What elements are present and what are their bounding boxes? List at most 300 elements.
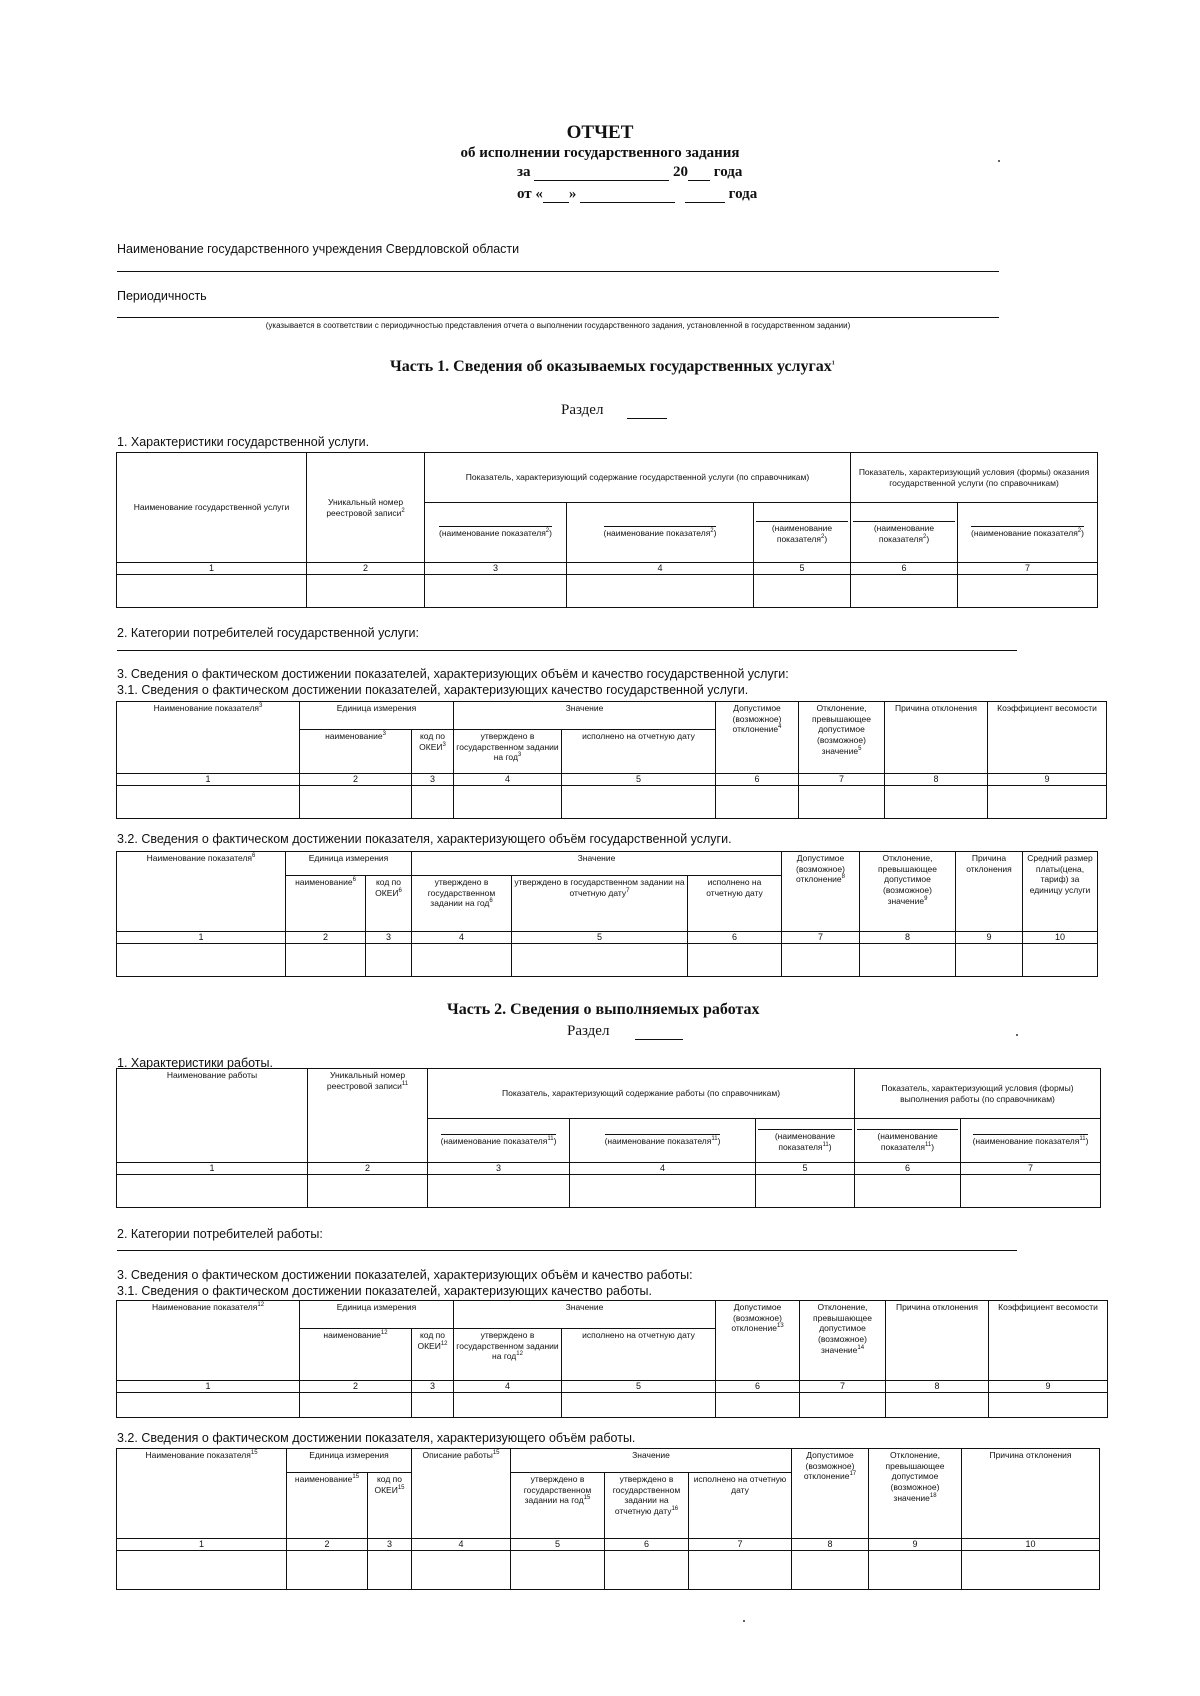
p2t31-h-value: Значение bbox=[454, 1301, 716, 1329]
p1t31-h-dev-sup: 5 bbox=[858, 745, 862, 752]
p2t31-u-name-text: наименование bbox=[323, 1330, 381, 1340]
period-line bbox=[517, 164, 742, 181]
p1t31-h-dev bbox=[799, 702, 885, 774]
p1t1-sub4-sup: 2 bbox=[922, 533, 927, 540]
num-cell: 4 bbox=[412, 1539, 511, 1551]
num-cell: 5 bbox=[511, 1539, 605, 1551]
p2t31-h-dev-sup: 14 bbox=[857, 1344, 865, 1351]
num-cell: 2 bbox=[307, 563, 425, 575]
p1t32-h-allowed-text: Допустимое (возможное) отклонение bbox=[796, 853, 845, 885]
p1t32-v-appr-date bbox=[512, 876, 688, 932]
data-cell[interactable] bbox=[117, 575, 307, 608]
p2t31-u-name bbox=[300, 1329, 412, 1381]
p1t32-h-name-text: Наименование показателя bbox=[146, 853, 253, 863]
p2t32-v-appr-date bbox=[605, 1473, 689, 1539]
p1t32-u-okei-sup: 6 bbox=[398, 887, 402, 894]
p1t32-h-dev-text: Отклонение, превышающее допустимое (возможное) значение bbox=[878, 853, 937, 906]
p1-volume-table bbox=[116, 851, 1098, 977]
num-cell: 6 bbox=[605, 1539, 689, 1551]
day-blank[interactable] bbox=[543, 202, 569, 203]
p2t32-h-name bbox=[117, 1449, 287, 1539]
p1t31-v-appr-sup: 3 bbox=[517, 752, 522, 759]
p1t31-h-unit: Единица измерения bbox=[300, 702, 454, 730]
periodicity-label: Периодичность bbox=[117, 289, 207, 303]
p2t32-v-done: исполнено на отчетную дату bbox=[689, 1473, 792, 1539]
data-cell[interactable] bbox=[300, 786, 412, 819]
p1-s31-label: 3.1. Сведения о фактическом достижении показателей, характеризующих качество государственной услуги. bbox=[117, 683, 749, 697]
num-cell: 9 bbox=[956, 932, 1023, 944]
p1t1-h-uniq-text: Уникальный номер реестровой записи bbox=[326, 496, 404, 518]
p1t31-u-name bbox=[300, 730, 412, 774]
part1-section bbox=[561, 402, 667, 419]
p2-s3-label: 3. Сведения о фактическом достижении показателей, характеризующих объём и качество работы: bbox=[117, 1268, 693, 1282]
data-cell[interactable] bbox=[688, 944, 782, 977]
p1t32-v-appr-year-text: утверждено в государственном задании на год bbox=[427, 877, 496, 909]
p1t1-sub5[interactable]: (наименование показателя$^2$) bbox=[958, 503, 1098, 563]
data-cell[interactable] bbox=[1023, 944, 1098, 977]
data-cell[interactable] bbox=[412, 1551, 511, 1590]
speck bbox=[998, 160, 1000, 162]
speck bbox=[1016, 1034, 1018, 1036]
data-cell[interactable] bbox=[287, 1551, 368, 1590]
p2t1-sub3[interactable]: (наименование показателя$^{11}$) bbox=[756, 1119, 855, 1163]
data-cell[interactable] bbox=[562, 1393, 716, 1418]
p2t1-h-cond: Показатель, характеризующий условия (формы) выполнения работы (по справочникам) bbox=[855, 1069, 1101, 1119]
num-cell: 5 bbox=[754, 563, 851, 575]
p2t31-h-reason: Причина отклонения bbox=[886, 1301, 989, 1381]
p2t31-h-dev bbox=[800, 1301, 886, 1381]
data-cell[interactable] bbox=[412, 1393, 454, 1418]
data-cell[interactable] bbox=[117, 1551, 287, 1590]
date-line bbox=[517, 186, 757, 203]
data-cell[interactable] bbox=[412, 786, 454, 819]
p2-s2-line[interactable] bbox=[117, 1250, 1017, 1251]
period-blank[interactable] bbox=[534, 180, 669, 181]
data-cell[interactable] bbox=[782, 944, 860, 977]
num-cell: 2 bbox=[300, 1381, 412, 1393]
p1t1-sub2[interactable]: (наименование показателя$^2$) bbox=[567, 503, 754, 563]
p2t1-h-uniq bbox=[308, 1069, 428, 1163]
part1-title bbox=[390, 358, 835, 376]
p1t31-h-reason: Причина отклонения bbox=[885, 702, 988, 774]
p1t32-h-unit: Единица измерения bbox=[286, 852, 412, 876]
p2t32-v-appr-year-sup: 15 bbox=[583, 1495, 591, 1502]
p2t32-u-okei-sup: 15 bbox=[397, 1484, 405, 1491]
data-cell[interactable] bbox=[869, 1551, 962, 1590]
p2t1-num-row bbox=[117, 1163, 1101, 1175]
p2t32-data-row[interactable] bbox=[117, 1551, 1100, 1590]
p1t1-h-cond: Показатель, характеризующий условия (формы) оказания государственной услуги (по справочникам) bbox=[851, 453, 1098, 503]
p1t32-h-allowed bbox=[782, 852, 860, 932]
num-cell: 2 bbox=[286, 932, 366, 944]
p1t31-h-coef: Коэффициент весомости bbox=[988, 702, 1107, 774]
p1t31-num-row bbox=[117, 774, 1107, 786]
p2t31-h-coef: Коэффициент весомости bbox=[989, 1301, 1108, 1381]
num-cell: 4 bbox=[454, 1381, 562, 1393]
p1t32-data-row[interactable] bbox=[117, 944, 1098, 977]
p1t1-h-uniq bbox=[307, 453, 425, 563]
p1t32-v-appr-date-text: утверждено в государственном задании на отчетную дату bbox=[514, 877, 685, 898]
p2t32-u-name-text: наименование bbox=[294, 1474, 353, 1484]
data-cell[interactable] bbox=[754, 575, 851, 608]
za-label: за bbox=[517, 164, 531, 180]
num-cell: 1 bbox=[117, 932, 286, 944]
num-cell: 6 bbox=[855, 1163, 961, 1175]
num-cell: 3 bbox=[428, 1163, 570, 1175]
num-cell: 3 bbox=[425, 563, 567, 575]
p1t32-u-name-text: наименование bbox=[295, 877, 353, 887]
data-cell[interactable] bbox=[300, 1393, 412, 1418]
p2t32-u-okei-text: код по ОКЕИ bbox=[374, 1474, 402, 1495]
p1t1-num-row bbox=[117, 563, 1098, 575]
p1t32-h-fee: Средний размер платы(цена, тариф) за единицу услуги bbox=[1023, 852, 1098, 932]
p1t31-u-name-text: наименование bbox=[325, 731, 383, 741]
p1t31-data-row[interactable] bbox=[117, 786, 1107, 819]
p1t1-h-content: Показатель, характеризующий содержание государственной услуги (по справочникам) bbox=[425, 453, 851, 503]
p1t32-h-name bbox=[117, 852, 286, 932]
num-cell: 9 bbox=[989, 1381, 1108, 1393]
institution-label: Наименование государственного учреждения Свердловской области bbox=[117, 242, 520, 256]
p1t31-u-okei bbox=[412, 730, 454, 774]
part1-title-sup: 1 bbox=[831, 360, 835, 367]
p2t1-sub2-text: (наименование показателя bbox=[604, 1136, 712, 1147]
num-cell: 3 bbox=[412, 774, 454, 786]
p2t1-h-name: Наименование работы bbox=[117, 1069, 308, 1163]
year-prefix: 20 bbox=[673, 164, 689, 180]
num-cell: 4 bbox=[567, 563, 754, 575]
p1t31-u-name-sup: 3 bbox=[382, 731, 386, 738]
data-cell[interactable] bbox=[117, 1393, 300, 1418]
num-cell: 2 bbox=[308, 1163, 428, 1175]
data-cell[interactable] bbox=[562, 786, 716, 819]
p1-s3-label: 3. Сведения о фактическом достижении показателей, характеризующих объём и качество государственной услуги: bbox=[117, 667, 789, 681]
data-cell[interactable] bbox=[412, 944, 512, 977]
p1t1-sub3[interactable]: (наименование показателя$^2$) bbox=[754, 503, 851, 563]
p1t31-h-name-text: Наименование показателя bbox=[153, 703, 260, 713]
year-blank[interactable] bbox=[688, 180, 710, 181]
data-cell[interactable] bbox=[286, 944, 366, 977]
p1t31-u-okei-sup: 3 bbox=[442, 741, 446, 748]
data-cell[interactable] bbox=[886, 1393, 989, 1418]
part2-section-blank[interactable] bbox=[635, 1039, 683, 1040]
data-cell[interactable] bbox=[425, 575, 567, 608]
data-cell[interactable] bbox=[308, 1175, 428, 1208]
num-cell: 4 bbox=[454, 774, 562, 786]
part1-section-label: Раздел bbox=[561, 402, 604, 418]
p2t31-u-okei-text: код по ОКЕИ bbox=[417, 1330, 445, 1351]
p2t32-h-dev-sup: 18 bbox=[929, 1492, 937, 1499]
p1t1-sub3-text: (наименование показателя bbox=[771, 522, 833, 544]
p1t32-h-value: Значение bbox=[412, 852, 782, 876]
p2t1-sub2[interactable]: (наименование показателя$^{11}$) bbox=[570, 1119, 756, 1163]
num-cell: 6 bbox=[716, 774, 799, 786]
p1t1-sub2-sup: 2 bbox=[710, 528, 714, 535]
data-cell[interactable] bbox=[988, 786, 1107, 819]
data-cell[interactable] bbox=[511, 1551, 605, 1590]
num-cell: 6 bbox=[851, 563, 958, 575]
p2t32-v-appr-date-text: утверждено в государственном задании на отчетную дату bbox=[612, 1474, 681, 1516]
p1t32-h-dev-sup: 9 bbox=[924, 895, 928, 902]
p1-services-table bbox=[116, 452, 1098, 608]
p1t32-h-dev bbox=[860, 852, 956, 932]
p1t31-h-dev-text: Отклонение, превышающее допустимое (возможное) значение bbox=[812, 703, 871, 756]
num-cell: 1 bbox=[117, 1381, 300, 1393]
p2t32-h-dev-text: Отклонение, превышающее допустимое (возможное) значение bbox=[885, 1450, 945, 1503]
doc-title: ОТЧЕТ bbox=[566, 122, 634, 143]
p2t31-v-done: исполнено на отчетную дату bbox=[562, 1329, 716, 1381]
p2t31-u-name-sup: 12 bbox=[380, 1330, 388, 1337]
p1t1-sub3-sup: 2 bbox=[820, 533, 825, 540]
p1-s2-label: 2. Категории потребителей государственной услуги: bbox=[117, 626, 419, 640]
num-cell: 9 bbox=[988, 774, 1107, 786]
num-cell: 3 bbox=[366, 932, 412, 944]
speck bbox=[743, 1620, 745, 1622]
p2t32-h-name-sup: 15 bbox=[250, 1450, 258, 1457]
num-cell: 7 bbox=[958, 563, 1098, 575]
num-cell: 8 bbox=[886, 1381, 989, 1393]
goda2-label: года bbox=[728, 186, 758, 202]
p2t1-sub4[interactable]: (наименование показателя$^{11}$) bbox=[855, 1119, 961, 1163]
p2-quality-table bbox=[116, 1300, 1108, 1418]
p2-s31-label: 3.1. Сведения о фактическом достижении показателей, характеризующих качество работы. bbox=[117, 1284, 653, 1298]
data-cell[interactable] bbox=[855, 1175, 961, 1208]
p1t1-sub4-text: (наименование показателя bbox=[873, 522, 935, 544]
p1t1-sub4[interactable]: (наименование показателя$^2$) bbox=[851, 503, 958, 563]
p2t31-h-allowed-sup: 13 bbox=[776, 1323, 784, 1330]
data-cell[interactable] bbox=[366, 944, 412, 977]
data-cell[interactable] bbox=[117, 786, 300, 819]
data-cell[interactable] bbox=[368, 1551, 412, 1590]
p2t1-sub4-text: (наименование показателя bbox=[877, 1130, 938, 1152]
p1t1-sub2-text: (наименование показателя bbox=[603, 528, 711, 539]
data-cell[interactable] bbox=[800, 1393, 886, 1418]
num-cell: 4 bbox=[570, 1163, 756, 1175]
num-cell: 1 bbox=[117, 774, 300, 786]
num-cell: 7 bbox=[799, 774, 885, 786]
p2t1-sub3-text: (наименование показателя bbox=[774, 1130, 836, 1152]
p1t1-h-uniq-sup: 2 bbox=[401, 507, 405, 514]
p1t31-h-name-sup: 3 bbox=[259, 703, 263, 710]
p1t31-v-appr bbox=[454, 730, 562, 774]
goda-label: года bbox=[713, 164, 743, 180]
p2t32-u-name-sup: 15 bbox=[352, 1474, 360, 1481]
p1-s2-line[interactable] bbox=[117, 650, 1017, 651]
data-cell[interactable] bbox=[307, 575, 425, 608]
p2t31-v-appr bbox=[454, 1329, 562, 1381]
data-cell[interactable] bbox=[512, 944, 688, 977]
p2t1-sub1-sup: 11 bbox=[547, 1136, 554, 1143]
num-cell: 5 bbox=[562, 774, 716, 786]
ot-label: от « bbox=[517, 186, 543, 202]
data-cell[interactable] bbox=[117, 944, 286, 977]
p2t1-sub5[interactable]: (наименование показателя$^{11}$) bbox=[961, 1119, 1101, 1163]
p2t32-v-appr-date-sup: 16 bbox=[671, 1506, 679, 1513]
num-cell: 3 bbox=[368, 1539, 412, 1551]
part2-title: Часть 2. Сведения о выполняемых работах bbox=[447, 1001, 760, 1018]
p1t31-h-allowed bbox=[716, 702, 799, 774]
p2t32-h-allowed-text: Допустимое (возможное) отклонение bbox=[803, 1450, 855, 1482]
data-cell[interactable] bbox=[689, 1551, 792, 1590]
p2-works-table bbox=[116, 1068, 1101, 1208]
num-cell: 4 bbox=[412, 932, 512, 944]
data-cell[interactable] bbox=[117, 1175, 308, 1208]
p2t1-data-row[interactable] bbox=[117, 1175, 1101, 1208]
p1t32-h-name-sup: 6 bbox=[252, 853, 256, 860]
p1-quality-table bbox=[116, 701, 1107, 819]
data-cell[interactable] bbox=[792, 1551, 869, 1590]
month-blank[interactable] bbox=[580, 202, 675, 203]
p1t1-h-name: Наименование государственной услуги bbox=[117, 453, 307, 563]
p2t1-sub3-sup: 11 bbox=[822, 1141, 829, 1148]
p1t32-u-name-sup: 6 bbox=[352, 877, 356, 884]
data-cell[interactable] bbox=[454, 786, 562, 819]
p2t1-sub1-text: (наименование показателя bbox=[440, 1136, 548, 1147]
p2-s1-label: 1. Характеристики работы. bbox=[117, 1056, 273, 1070]
data-cell[interactable] bbox=[756, 1175, 855, 1208]
periodicity-line[interactable] bbox=[117, 317, 999, 318]
num-cell: 5 bbox=[562, 1381, 716, 1393]
part2-section-label: Раздел bbox=[567, 1023, 610, 1039]
p1t1-data-row[interactable] bbox=[117, 575, 1098, 608]
data-cell[interactable] bbox=[454, 1393, 562, 1418]
year2-blank[interactable] bbox=[685, 202, 725, 203]
p2t32-h-unit: Единица измерения bbox=[287, 1449, 412, 1473]
data-cell[interactable] bbox=[961, 1175, 1101, 1208]
num-cell: 5 bbox=[512, 932, 688, 944]
p1t32-u-name bbox=[286, 876, 366, 932]
num-cell: 2 bbox=[287, 1539, 368, 1551]
p1t31-u-okei-text: код по ОКЕИ bbox=[419, 731, 445, 752]
p2t32-h-desc bbox=[412, 1449, 511, 1539]
p1-s1-label: 1. Характеристики государственной услуги. bbox=[117, 435, 370, 449]
p2t32-h-reason: Причина отклонения bbox=[962, 1449, 1100, 1539]
num-cell: 2 bbox=[300, 774, 412, 786]
num-cell: 8 bbox=[860, 932, 956, 944]
p2t32-h-dev bbox=[869, 1449, 962, 1539]
p2t32-h-name-text: Наименование показателя bbox=[145, 1450, 251, 1460]
doc-subtitle: об исполнении государственного задания bbox=[460, 145, 740, 161]
data-cell[interactable] bbox=[716, 786, 799, 819]
p1t32-v-appr-year-sup: 6 bbox=[489, 898, 493, 905]
p2-s2-label: 2. Категории потребителей работы: bbox=[117, 1227, 323, 1241]
part2-section bbox=[567, 1023, 683, 1040]
num-cell: 7 bbox=[961, 1163, 1101, 1175]
p2t31-h-dev-text: Отклонение, превышающее допустимое (возможное) значение bbox=[813, 1302, 872, 1355]
p2t32-h-allowed bbox=[792, 1449, 869, 1539]
p1t31-h-allowed-sup: 4 bbox=[778, 724, 782, 731]
p2t32-v-appr-year-text: утверждено в государственном задании на год bbox=[523, 1474, 592, 1506]
ot-close: » bbox=[568, 186, 577, 202]
data-cell[interactable] bbox=[716, 1393, 800, 1418]
p1t32-num-row bbox=[117, 932, 1098, 944]
data-cell[interactable] bbox=[885, 786, 988, 819]
p1t31-v-done: исполнено на отчетную дату bbox=[562, 730, 716, 774]
p2t31-num-row bbox=[117, 1381, 1108, 1393]
p2t1-sub5-text: (наименование показателя bbox=[972, 1136, 1080, 1147]
p2t32-num-row bbox=[117, 1539, 1100, 1551]
p1t32-u-okei bbox=[366, 876, 412, 932]
num-cell: 8 bbox=[792, 1539, 869, 1551]
p2t32-h-desc-text: Описание работы bbox=[422, 1450, 493, 1460]
data-cell[interactable] bbox=[605, 1551, 689, 1590]
p1t32-v-appr-date-sup: 7 bbox=[626, 887, 630, 894]
p2t1-h-uniq-sup: 11 bbox=[401, 1080, 409, 1087]
data-cell[interactable] bbox=[567, 575, 754, 608]
num-cell: 6 bbox=[688, 932, 782, 944]
num-cell: 10 bbox=[962, 1539, 1100, 1551]
part1-title-text: Часть 1. Сведения об оказываемых государственных услугах bbox=[390, 358, 832, 375]
p2t31-u-okei bbox=[412, 1329, 454, 1381]
p2t1-sub4-sup: 11 bbox=[925, 1141, 932, 1148]
data-cell[interactable] bbox=[958, 575, 1098, 608]
num-cell: 7 bbox=[782, 932, 860, 944]
p2t31-data-row[interactable] bbox=[117, 1393, 1108, 1418]
p1-s32-label: 3.2. Сведения о фактическом достижении показателя, характеризующего объём государственной услуги. bbox=[117, 832, 732, 846]
num-cell: 6 bbox=[716, 1381, 800, 1393]
p1t1-sub1[interactable]: (наименование показателя$^2$) bbox=[425, 503, 567, 563]
p1t32-h-reason: Причина отклонения bbox=[956, 852, 1023, 932]
num-cell: 1 bbox=[117, 563, 307, 575]
p2t31-h-name bbox=[117, 1301, 300, 1381]
p2t32-h-allowed-sup: 17 bbox=[849, 1471, 857, 1478]
p2t1-h-content: Показатель, характеризующий содержание работы (по справочникам) bbox=[428, 1069, 855, 1119]
institution-line[interactable] bbox=[117, 271, 999, 272]
p2t31-h-name-sup: 12 bbox=[257, 1302, 265, 1309]
p2-volume-table bbox=[116, 1448, 1100, 1590]
data-cell[interactable] bbox=[962, 1551, 1100, 1590]
data-cell[interactable] bbox=[851, 575, 958, 608]
p2t31-h-allowed-text: Допустимое (возможное) отклонение bbox=[731, 1302, 782, 1334]
num-cell: 1 bbox=[117, 1163, 308, 1175]
p1t31-v-appr-text: утверждено в государственном задании на год bbox=[456, 731, 559, 763]
p1t1-sub5-sup: 2 bbox=[1077, 528, 1082, 535]
p2t32-u-name bbox=[287, 1473, 368, 1539]
p2t32-h-desc-sup: 15 bbox=[492, 1450, 500, 1457]
p2t1-sub2-sup: 11 bbox=[711, 1136, 718, 1143]
p2t31-u-okei-sup: 12 bbox=[440, 1340, 448, 1347]
p2t1-sub1[interactable]: (наименование показателя$^{11}$) bbox=[428, 1119, 570, 1163]
data-cell[interactable] bbox=[860, 944, 956, 977]
num-cell: 5 bbox=[756, 1163, 855, 1175]
num-cell: 8 bbox=[885, 774, 988, 786]
num-cell: 7 bbox=[800, 1381, 886, 1393]
data-cell[interactable] bbox=[989, 1393, 1108, 1418]
p1t1-sub1-text: (наименование показателя bbox=[439, 528, 546, 539]
p2t1-sub5-sup: 11 bbox=[1079, 1136, 1086, 1143]
data-cell[interactable] bbox=[956, 944, 1023, 977]
periodicity-note: (указывается в соответствии с периодичностью представления отчета о выполнении государственного задания, установленной в государственном задании) bbox=[265, 321, 851, 330]
p2t31-v-appr-sup: 12 bbox=[516, 1351, 523, 1358]
p1t31-h-name bbox=[117, 702, 300, 774]
num-cell: 3 bbox=[412, 1381, 454, 1393]
p1t31-h-allowed-text: Допустимое (возможное) отклонение bbox=[732, 703, 782, 735]
data-cell[interactable] bbox=[428, 1175, 570, 1208]
num-cell: 1 bbox=[117, 1539, 287, 1551]
p2t32-h-value: Значение bbox=[511, 1449, 792, 1473]
part1-section-blank[interactable] bbox=[627, 418, 667, 419]
p2t32-v-appr-year bbox=[511, 1473, 605, 1539]
num-cell: 10 bbox=[1023, 932, 1098, 944]
data-cell[interactable] bbox=[799, 786, 885, 819]
p1t32-v-appr-year bbox=[412, 876, 512, 932]
p2t32-u-okei bbox=[368, 1473, 412, 1539]
num-cell: 7 bbox=[689, 1539, 792, 1551]
p2t31-v-appr-text: утверждено в государственном задании на год bbox=[456, 1330, 559, 1362]
p1t32-u-okei-text: код по ОКЕИ bbox=[375, 877, 401, 898]
p2t31-h-unit: Единица измерения bbox=[300, 1301, 454, 1329]
p1t31-h-value: Значение bbox=[454, 702, 716, 730]
data-cell[interactable] bbox=[570, 1175, 756, 1208]
